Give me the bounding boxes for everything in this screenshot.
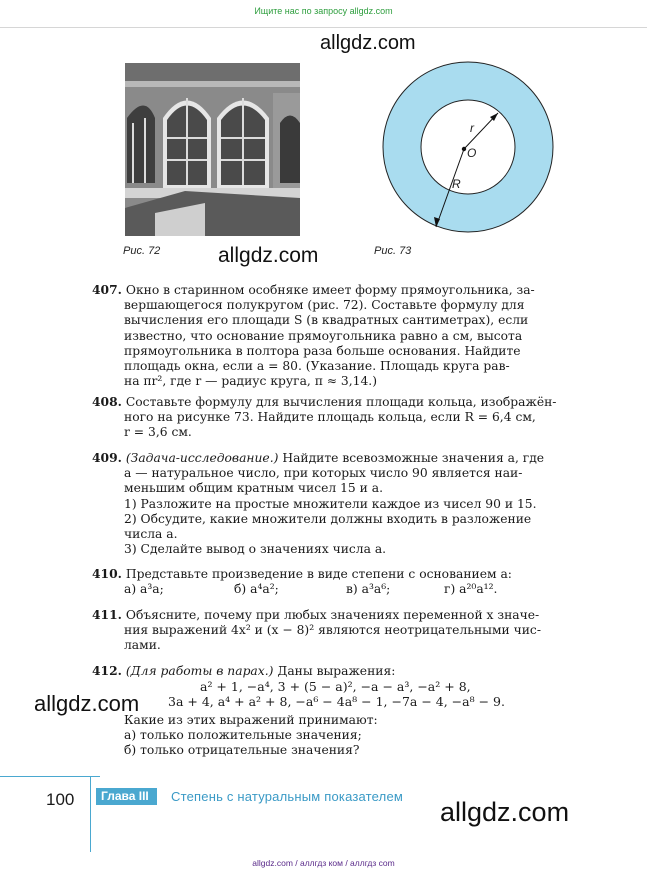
top-banner[interactable]: Ищите нас по запросу allgdz.com [254, 6, 393, 16]
figure-72-caption: Рис. 72 [123, 245, 161, 257]
window-photo [125, 63, 300, 236]
footer-rule [0, 776, 100, 777]
page-number: 100 [46, 790, 75, 809]
item-a: а) a³a; [124, 582, 164, 597]
label-R: R [452, 177, 461, 191]
problem-409: 409. (Задача-исследование.) Найдите всевозможные значения a, где a — натуральное число, при которых число 90 является наи- меньшим общим кратным чисел 15 и a. 1) Разложите на простые множители каждое из чисел 90 и 15. 2) Обсудите, какие множители должны входить в разложение числа a. 3) Сделайте вывод о значениях числа a. [92, 450, 545, 557]
watermark: allgdz.com [320, 32, 416, 54]
expression-row-2: 3a + 4, a⁴ + a² + 8, −a⁶ − 4a⁸ − 1, −7a − 4, −a⁸ − 9. [168, 694, 505, 710]
footer-vertical-rule [90, 776, 91, 852]
top-divider [0, 27, 647, 28]
watermark: allgdz.com [218, 244, 319, 267]
item-d: г) a²⁰a¹². [444, 582, 498, 597]
expression-row-1: a² + 1, −a⁴, 3 + (5 − a)², −a − a³, −a² + 8, [200, 679, 471, 695]
problem-number: 411. [92, 607, 122, 622]
problem-number: 409. [92, 450, 122, 465]
label-r: r [470, 121, 474, 135]
problem-number: 410. [92, 566, 122, 581]
problem-410: 410. Представьте произведение в виде степени с основанием a: а) a³a; б) a⁴a²; в) a³a⁶; г) a²⁰a¹². [92, 566, 512, 597]
item-b: б) a⁴a²; [234, 582, 279, 597]
problem-number: 412. [92, 663, 122, 678]
problem-number: 408. [92, 394, 122, 409]
bottom-banner[interactable]: allgdz.com / аллгдз ком / аллгдз com [252, 858, 395, 868]
figure-73-caption: Рис. 73 [374, 245, 412, 257]
problem-412: 412. (Для работы в парах.) Даны выражения: a² + 1, −a⁴, 3 + (5 − a)², −a − a³, −a² + 8, 3a + 4, a⁴ + a² + 8, −a⁶ − 4a⁸ − 1, −7a − 4, −a⁸ − 9. Какие из этих выражений принимают: а) только положительные значения; б) только отрицательные значения? [92, 663, 602, 758]
watermark: allgdz.com [34, 691, 140, 716]
watermark: allgdz.com [440, 797, 570, 827]
problem-number: 407. [92, 282, 122, 297]
chapter-badge: Глава III [96, 788, 157, 805]
problem-407: 407. Окно в старинном особняке имеет форму прямоугольника, за- вершающегося полукругом (рис. 72). Составьте формулу для вычисления его площади S (в квадратных сантиметрах), если известно, что основание прямоугольника равно a см, высота прямоугольника в полтора раза больше основания. Найдите площадь окна, если a = 80. (Указание. Площадь круга рав- на πr², где r — радиус круга, π ≈ 3,14.) [92, 282, 535, 389]
item-c: в) a³a⁶; [346, 582, 391, 597]
problem-411: 411. Объясните, почему при любых значениях переменной x значе- ния выражений 4x² и (x − 8)² являются неотрицательными чис- лами. [92, 607, 541, 653]
label-O: O [467, 146, 477, 160]
problem-408: 408. Составьте формулу для вычисления площади кольца, изображён- ного на рисунке 73. Найдите площадь кольца, если R = 6,4 см, r = 3,6 см. [92, 394, 557, 440]
chapter-title: Степень с натуральным показателем [171, 789, 404, 804]
